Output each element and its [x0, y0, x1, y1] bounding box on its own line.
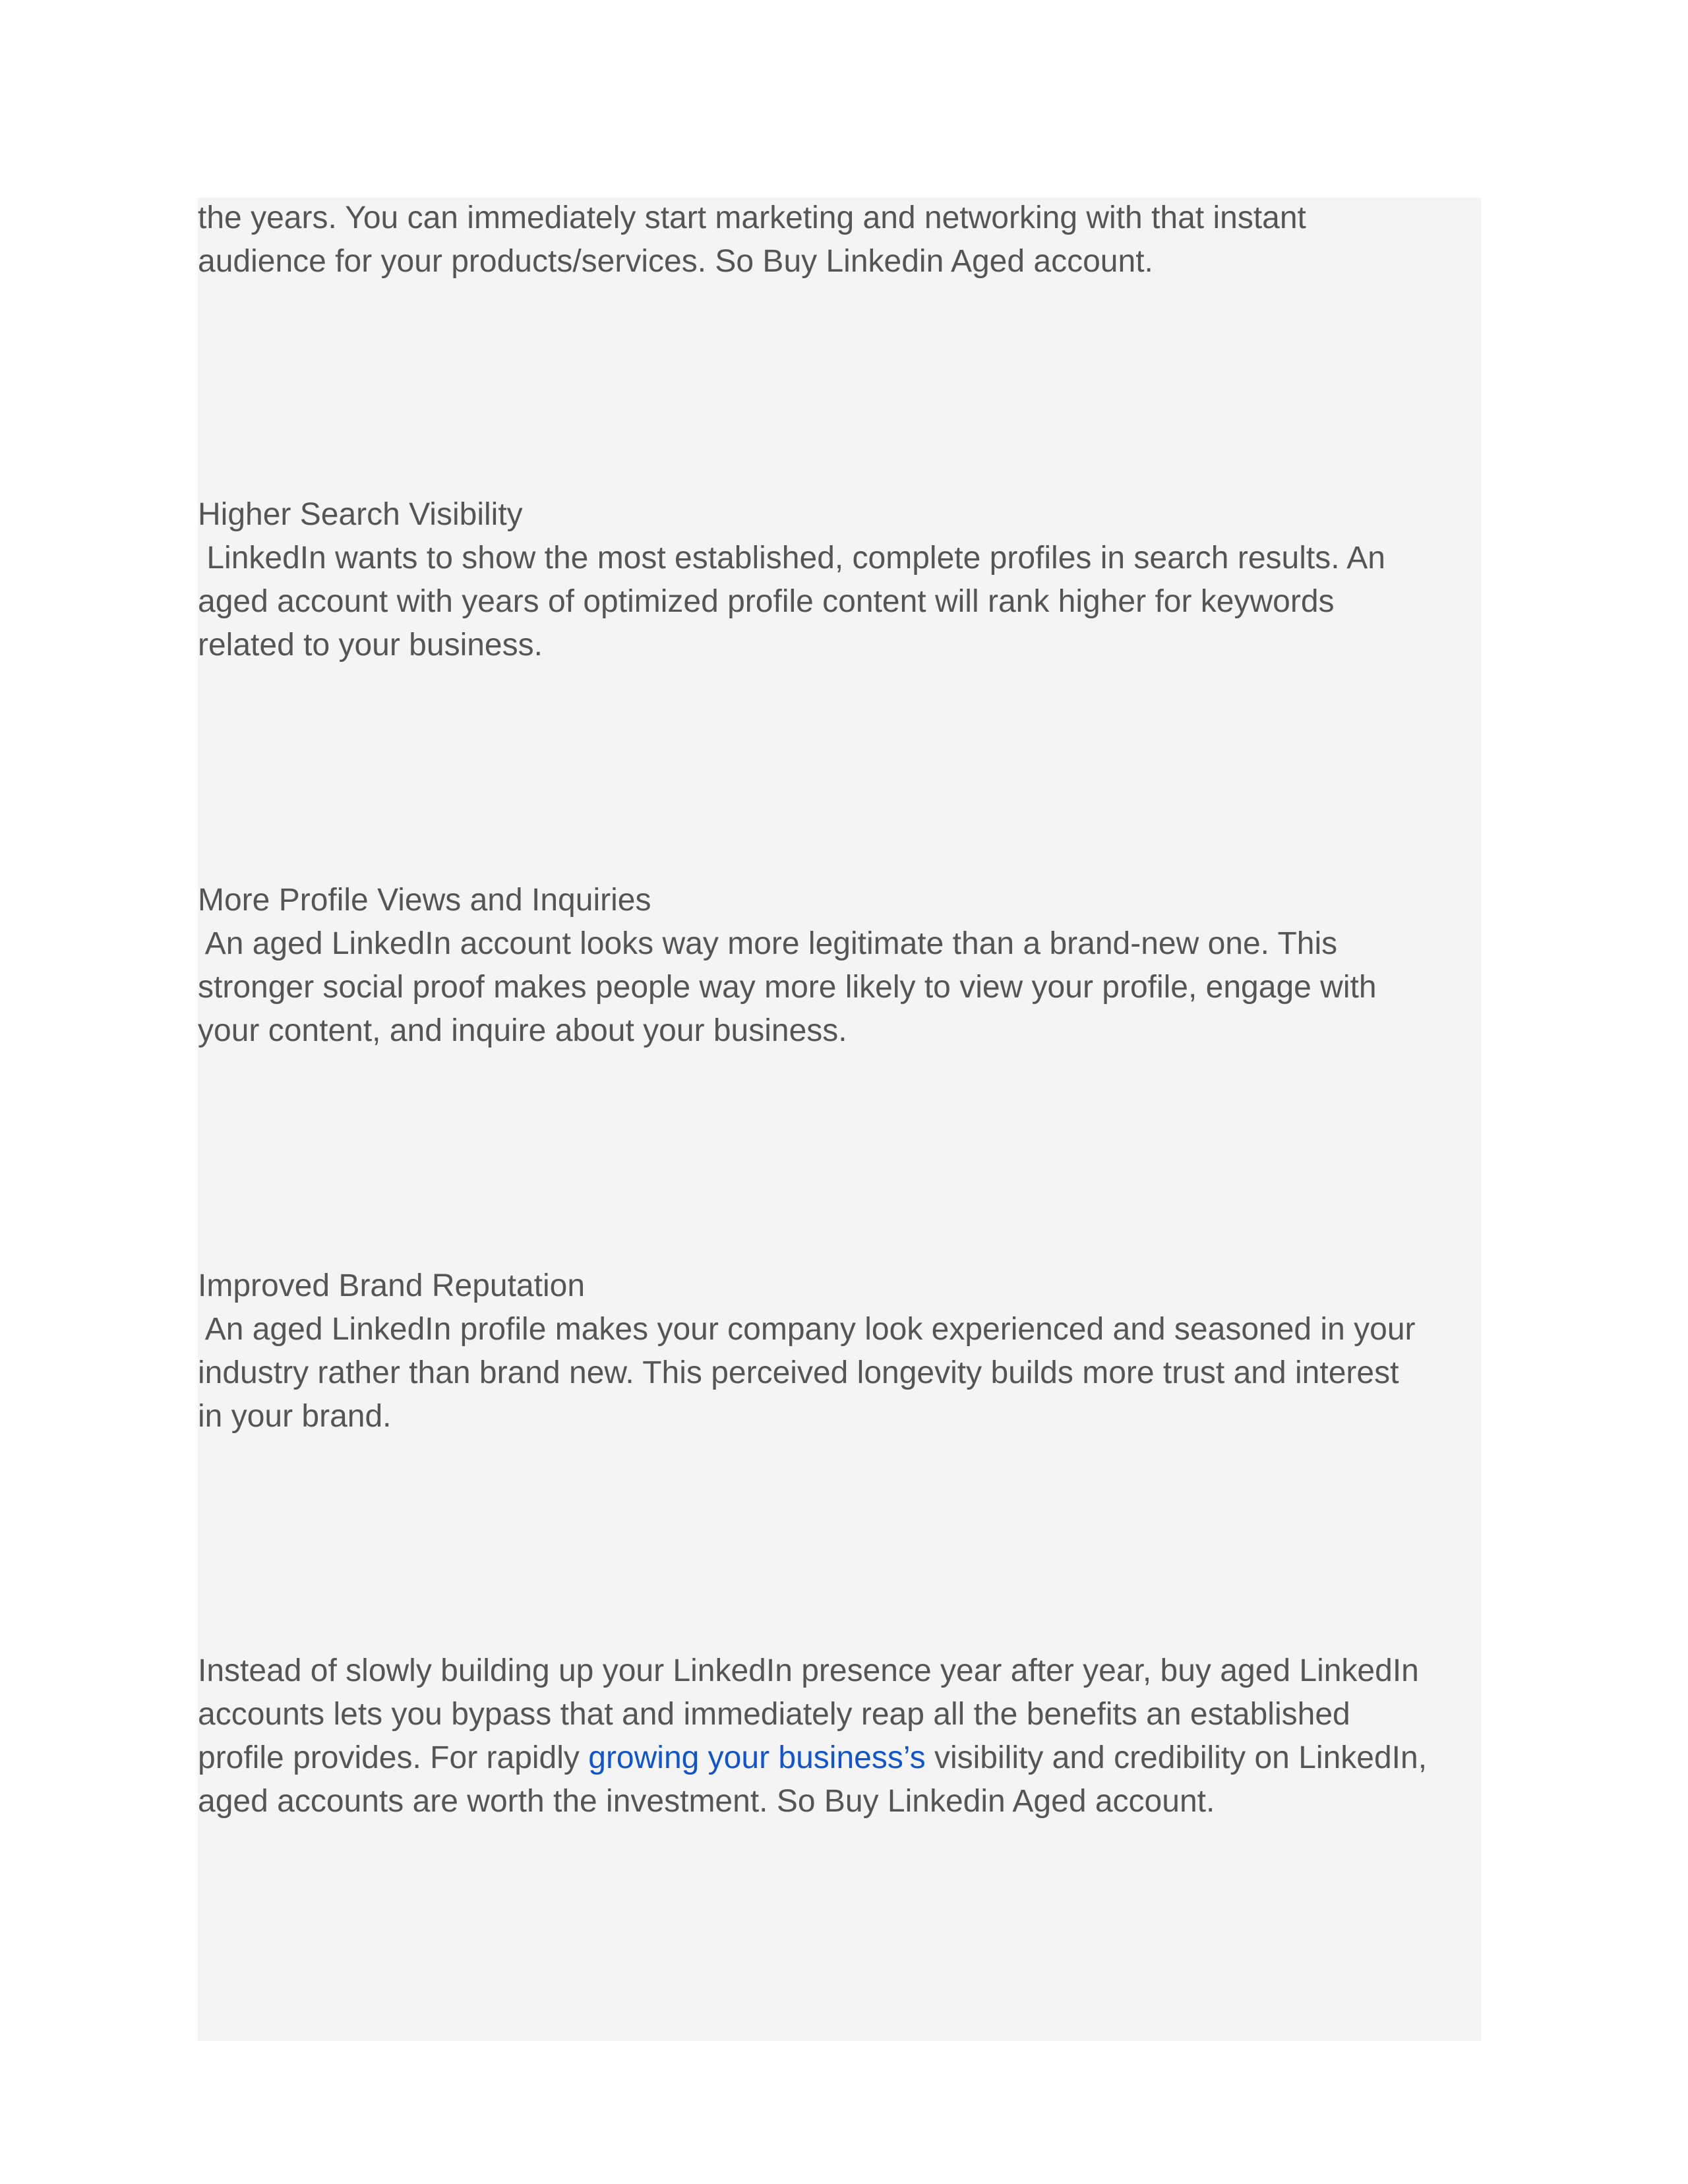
- conclusion-paragraph: [198, 1649, 1490, 1823]
- conclusion-line-3-start: profile provides. For rapidly: [198, 1740, 589, 1775]
- intro-line-1: the years. You can immediately start marketing and networking with that instant: [198, 200, 1306, 235]
- section-body-line-3: in your brand.: [198, 1399, 392, 1434]
- section-heading: More Profile Views and Inquiries: [198, 883, 651, 918]
- conclusion-line-3: [198, 1736, 1490, 1780]
- section-body-line-2: industry rather than brand new. This perceived longevity builds more trust and interest: [198, 1355, 1399, 1390]
- section-profile-views: [198, 879, 1490, 1053]
- section-body-line-3: your content, and inquire about your business.: [198, 1013, 847, 1048]
- section-heading: Improved Brand Reputation: [198, 1268, 586, 1303]
- conclusion-line-4: aged accounts are worth the investment. So Buy Linkedin Aged account.: [198, 1784, 1215, 1819]
- section-search-visibility: [198, 493, 1490, 667]
- section-body-line-3: related to your business.: [198, 628, 543, 663]
- section-heading: Higher Search Visibility: [198, 497, 523, 532]
- section-body-line-1: An aged LinkedIn account looks way more legitimate than a brand-new one. This: [198, 926, 1338, 961]
- conclusion-line-1: Instead of slowly building up your LinkedIn presence year after year, buy aged LinkedIn: [198, 1653, 1419, 1688]
- intro-line-2: audience for your products/services. So Buy Linkedin Aged account.: [198, 244, 1153, 279]
- conclusion-line-2: accounts lets you bypass that and immediately reap all the benefits an established: [198, 1697, 1350, 1732]
- section-body-line-1: LinkedIn wants to show the most established, complete profiles in search results. An: [198, 541, 1385, 576]
- section-body-line-2: stronger social proof makes people way more likely to view your profile, engage with: [198, 970, 1377, 1005]
- intro-paragraph: [198, 196, 1490, 283]
- section-brand-reputation: [198, 1264, 1490, 1438]
- section-body-line-1: An aged LinkedIn profile makes your company look experienced and seasoned in your: [198, 1312, 1416, 1347]
- growing-business-link[interactable]: growing your business’s: [588, 1740, 926, 1775]
- section-body-line-2: aged account with years of optimized profile content will rank higher for keywords: [198, 584, 1335, 619]
- conclusion-line-3-end: visibility and credibility on LinkedIn,: [925, 1740, 1428, 1775]
